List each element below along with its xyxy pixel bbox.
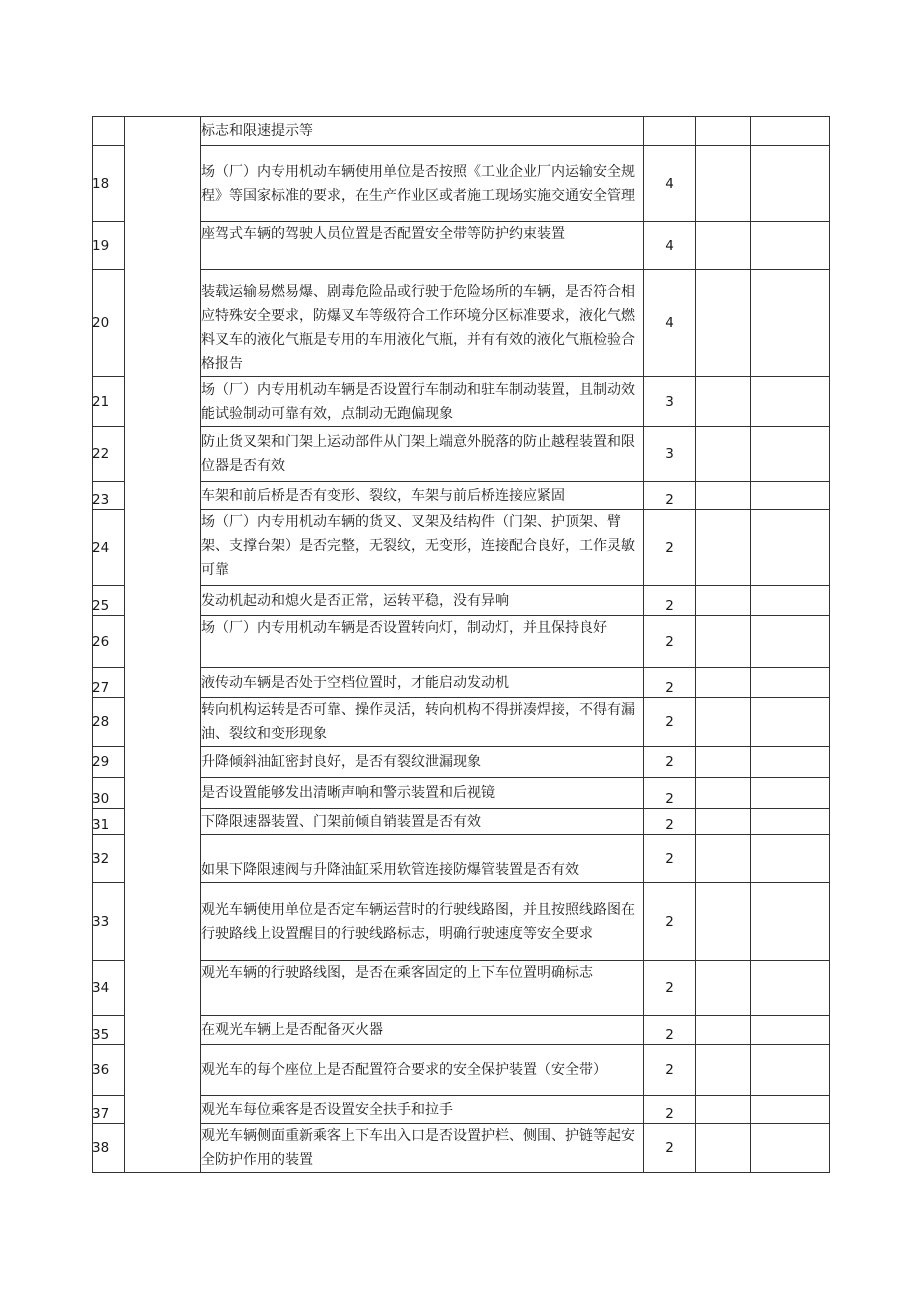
item-description: 装载运输易燃易爆、剧毒危险品或行驶于危险场所的车辆，是否符合相应特殊安全要求，防爆叉车等级符合工作环境分区标准要求，液化气燃料叉车的液化气瓶是专用的车用液化气瓶，并有有效的液化气瓶检验合格报告 (201, 270, 644, 377)
item-description: 场（厂）内专用机动车辆的货叉、叉架及结构件（门架、护顶架、臂架、支撑台架）是否完整，无裂纹，无变形，连接配合良好，工作灵敏可靠 (201, 510, 644, 586)
item-description: 观光车辆使用单位是否定车辆运营时的行驶线路图，并且按照线路图在行驶路线上设置醒目的行驶线路标志，明确行驶速度等安全要求 (201, 883, 644, 961)
remark-cell (751, 1016, 830, 1045)
check-cell (696, 668, 751, 698)
table-row (93, 270, 830, 377)
check-cell (696, 835, 751, 883)
table-row (93, 1045, 830, 1096)
table-row (93, 146, 830, 222)
table-row (93, 883, 830, 961)
row-number: 34 (93, 961, 125, 1016)
item-score: 2 (644, 809, 696, 835)
item-score: 2 (644, 747, 696, 778)
remark-cell (751, 668, 830, 698)
remark-cell (751, 377, 830, 427)
table-row (93, 427, 830, 482)
table-row (93, 1096, 830, 1124)
item-description: 液传动车辆是否处于空档位置时，才能启动发动机 (201, 668, 644, 698)
row-number: 27 (93, 668, 125, 698)
table-row (93, 961, 830, 1016)
table-row (93, 778, 830, 809)
item-description: 如果下降限速阀与升降油缸采用软管连接防爆管装置是否有效 (201, 835, 644, 883)
item-score: 2 (644, 616, 696, 668)
row-number: 32 (93, 835, 125, 883)
row-number: 24 (93, 510, 125, 586)
item-description: 下降限速器装置、门架前倾自销装置是否有效 (201, 809, 644, 835)
check-cell (696, 482, 751, 510)
check-cell (696, 883, 751, 961)
item-score: 4 (644, 270, 696, 377)
remark-cell (751, 835, 830, 883)
remark-cell (751, 883, 830, 961)
check-cell (696, 698, 751, 747)
check-cell (696, 809, 751, 835)
item-score: 2 (644, 482, 696, 510)
item-description: 观光车辆侧面重新乘客上下车出入口是否设置护栏、侧围、护链等起安全防护作用的装置 (201, 1124, 644, 1173)
item-description: 座驾式车辆的驾驶人员位置是否配置安全带等防护约束装置 (201, 222, 644, 270)
item-description: 标志和限速提示等 (201, 117, 644, 146)
check-cell (696, 510, 751, 586)
check-cell (696, 1045, 751, 1096)
check-cell (696, 1096, 751, 1124)
item-score: 3 (644, 377, 696, 427)
item-score: 2 (644, 1016, 696, 1045)
item-score: 2 (644, 1124, 696, 1173)
check-cell (696, 427, 751, 482)
item-description: 场（厂）内专用机动车辆是否设置转向灯，制动灯，并且保持良好 (201, 616, 644, 668)
item-description: 观光车辆的行驶路线图，是否在乘客固定的上下车位置明确标志 (201, 961, 644, 1016)
table-row (93, 510, 830, 586)
check-cell (696, 586, 751, 616)
row-number: 37 (93, 1096, 125, 1124)
item-score: 4 (644, 146, 696, 222)
check-cell (696, 117, 751, 146)
table-row (93, 698, 830, 747)
remark-cell (751, 222, 830, 270)
item-score: 2 (644, 698, 696, 747)
item-description: 防止货叉架和门架上运动部件从门架上端意外脱落的防止越程装置和限位器是否有效 (201, 427, 644, 482)
item-score: 2 (644, 835, 696, 883)
row-number: 36 (93, 1045, 125, 1096)
item-score: 2 (644, 1045, 696, 1096)
item-description: 车架和前后桥是否有变形、裂纹，车架与前后桥连接应紧固 (201, 482, 644, 510)
check-cell (696, 1016, 751, 1045)
table-row (93, 616, 830, 668)
item-score: 2 (644, 510, 696, 586)
row-number: 28 (93, 698, 125, 747)
check-cell (696, 146, 751, 222)
table-row (93, 747, 830, 778)
row-number: 20 (93, 270, 125, 377)
row-number: 18 (93, 146, 125, 222)
check-cell (696, 961, 751, 1016)
remark-cell (751, 270, 830, 377)
row-number: 33 (93, 883, 125, 961)
row-number: 30 (93, 778, 125, 809)
item-score: 2 (644, 883, 696, 961)
item-description: 升降倾斜油缸密封良好，是否有裂纹泄漏现象 (201, 747, 644, 778)
row-number (93, 117, 125, 146)
item-description: 场（厂）内专用机动车辆使用单位是否按照《工业企业厂内运输安全规程》等国家标准的要求，在生产作业区或者施工现场实施交通安全管理 (201, 146, 644, 222)
item-score: 2 (644, 1096, 696, 1124)
table-row (93, 1124, 830, 1173)
item-description: 转向机构运转是否可靠、操作灵活，转向机构不得拼凑焊接，不得有漏油、裂纹和变形现象 (201, 698, 644, 747)
item-score: 2 (644, 961, 696, 1016)
remark-cell (751, 1045, 830, 1096)
remark-cell (751, 586, 830, 616)
check-cell (696, 616, 751, 668)
table-row (93, 835, 830, 883)
remark-cell (751, 510, 830, 586)
check-cell (696, 747, 751, 778)
table-row (93, 809, 830, 835)
table-row (93, 222, 830, 270)
item-score: 2 (644, 668, 696, 698)
table-row (93, 117, 830, 146)
check-cell (696, 377, 751, 427)
remark-cell (751, 747, 830, 778)
remark-cell (751, 616, 830, 668)
remark-cell (751, 1096, 830, 1124)
check-cell (696, 222, 751, 270)
item-description: 是否设置能够发出清晰声响和警示装置和后视镜 (201, 778, 644, 809)
remark-cell (751, 427, 830, 482)
row-number: 21 (93, 377, 125, 427)
check-cell (696, 270, 751, 377)
remark-cell (751, 961, 830, 1016)
row-number: 31 (93, 809, 125, 835)
row-number: 26 (93, 616, 125, 668)
remark-cell (751, 809, 830, 835)
row-number: 22 (93, 427, 125, 482)
row-number: 38 (93, 1124, 125, 1173)
check-cell (696, 1124, 751, 1173)
table-row (93, 1016, 830, 1045)
item-description: 场（厂）内专用机动车辆是否设置行车制动和驻车制动装置，且制动效能试验制动可靠有效，点制动无跑偏现象 (201, 377, 644, 427)
row-number: 23 (93, 482, 125, 510)
table-row (93, 668, 830, 698)
item-description: 在观光车辆上是否配备灭火器 (201, 1016, 644, 1045)
item-description: 发动机起动和熄火是否正常，运转平稳，没有异响 (201, 586, 644, 616)
row-number: 19 (93, 222, 125, 270)
item-description: 观光车每位乘客是否设置安全扶手和拉手 (201, 1096, 644, 1124)
item-score: 2 (644, 778, 696, 809)
remark-cell (751, 482, 830, 510)
row-number: 29 (93, 747, 125, 778)
table-row (93, 377, 830, 427)
check-cell (696, 778, 751, 809)
inspection-table (92, 116, 830, 1173)
item-score: 2 (644, 586, 696, 616)
table-row (93, 586, 830, 616)
remark-cell (751, 778, 830, 809)
remark-cell (751, 146, 830, 222)
row-number: 25 (93, 586, 125, 616)
table-row (93, 482, 830, 510)
item-score: 3 (644, 427, 696, 482)
row-number: 35 (93, 1016, 125, 1045)
remark-cell (751, 1124, 830, 1173)
item-description: 观光车的每个座位上是否配置符合要求的安全保护装置（安全带） (201, 1045, 644, 1096)
item-score: 4 (644, 222, 696, 270)
category-cell (125, 117, 201, 1173)
remark-cell (751, 698, 830, 747)
remark-cell (751, 117, 830, 146)
item-score (644, 117, 696, 146)
